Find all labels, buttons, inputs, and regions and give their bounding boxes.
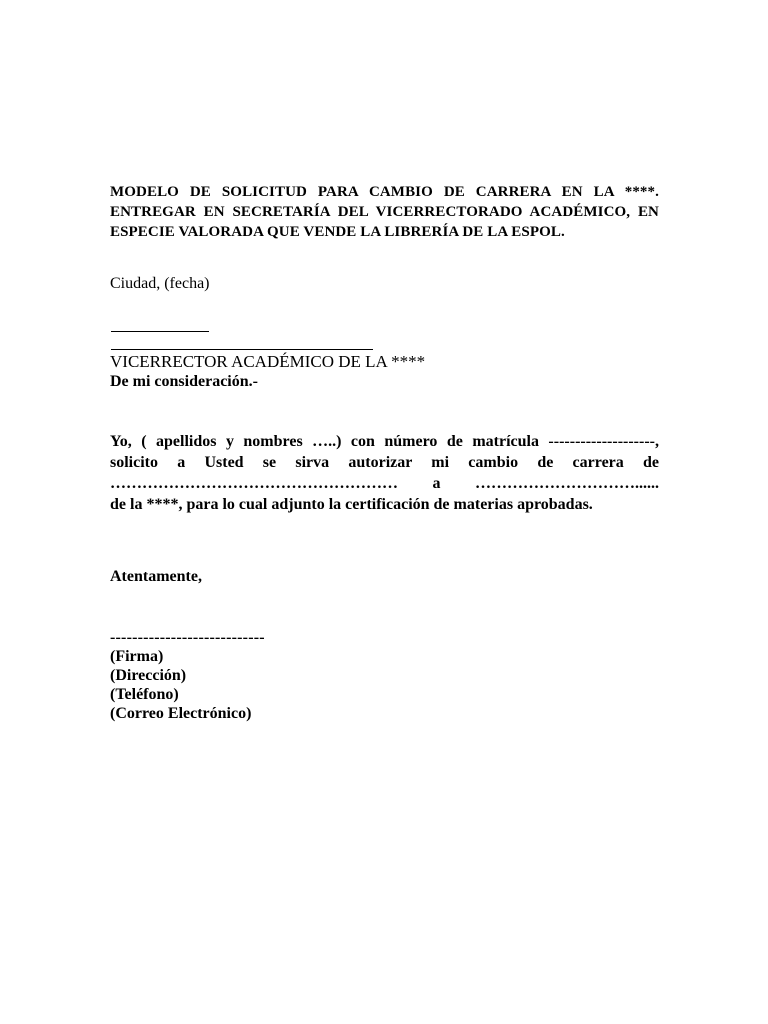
heading-line-1: MODELO DE SOLICITUD PARA CAMBIO DE CARRERA EN LA ****. <box>110 184 659 200</box>
title-blank-line <box>111 349 373 350</box>
request-paragraph <box>110 431 659 515</box>
greeting-line: De mi consideración.- <box>110 373 258 390</box>
request-line-1: Yo, ( apellidos y nombres …..) con número de matrícula --------------------, <box>110 433 659 450</box>
request-line-3: ……………………………………………… a …………………………...... <box>110 475 659 492</box>
document-heading <box>110 182 659 242</box>
city-date-line: Ciudad, (fecha) <box>110 275 210 292</box>
heading-line-2: ENTREGAR EN SECRETARÍA DEL VICERRECTORADO ACADÉMICO, EN <box>110 204 659 220</box>
signature-direccion: (Dirección) <box>110 667 187 684</box>
signature-firma: (Firma) <box>110 648 164 665</box>
recipient-title: VICERRECTOR ACADÉMICO DE LA **** <box>110 352 426 371</box>
closing-line: Atentamente, <box>110 568 202 585</box>
signature-telefono: (Teléfono) <box>110 686 179 703</box>
request-line-2: solicito a Usted se sirva autorizar mi cambio de carrera de <box>110 454 659 471</box>
signature-dash-line: ---------------------------- <box>110 629 265 646</box>
name-blank-line <box>111 331 209 332</box>
heading-line-3: ESPECIE VALORADA QUE VENDE LA LIBRERÍA DE LA ESPOL. <box>110 224 565 240</box>
signature-correo: (Correo Electrónico) <box>110 705 252 722</box>
request-line-4: de la ****, para lo cual adjunto la certificación de materias aprobadas. <box>110 496 593 513</box>
